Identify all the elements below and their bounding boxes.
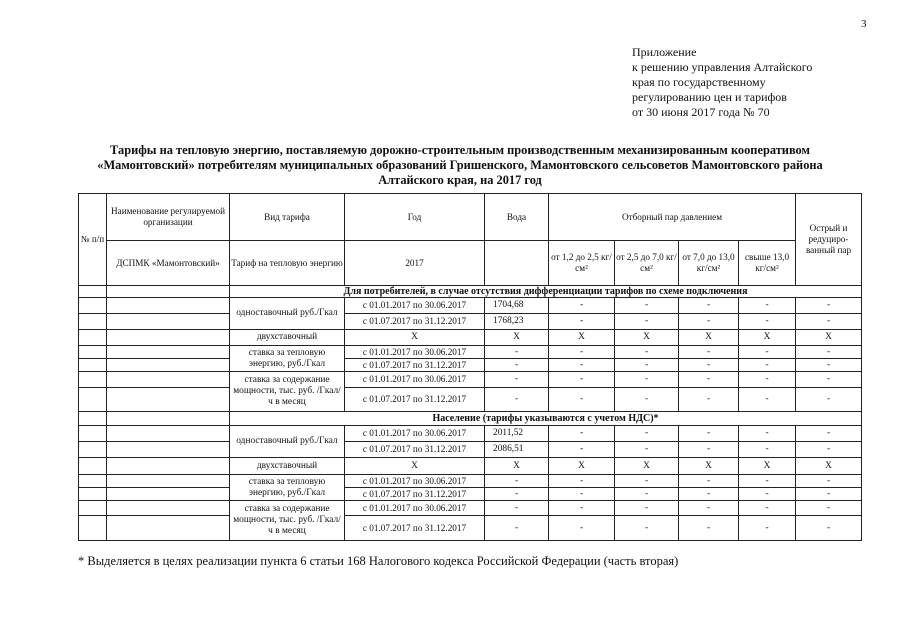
x-mark: X (615, 330, 679, 346)
empty-cell (107, 501, 230, 516)
empty-cell (79, 516, 107, 541)
dash: - (739, 475, 796, 488)
x-mark: X (739, 458, 796, 475)
empty-cell (107, 388, 230, 412)
dash: - (796, 388, 862, 412)
dash: - (679, 426, 739, 442)
empty-cell (107, 458, 230, 475)
section-consumers: Для потребителей, в случае отсутствия дифференциации тарифов по схеме подключения (230, 286, 862, 298)
empty-cell (79, 388, 107, 412)
empty-cell (79, 286, 107, 298)
dash: - (549, 388, 615, 412)
dash: - (679, 475, 739, 488)
dash: - (485, 516, 549, 541)
dash: - (679, 501, 739, 516)
section-population: Население (тарифы указываются с учетом НДС)* (230, 412, 862, 426)
footnote: * Выделяется в целях реализации пункта 6 статьи 168 Налогового кодекса Российской Федерации (часть вторая) (78, 554, 679, 568)
x-mark: X (549, 458, 615, 475)
dash: - (679, 314, 739, 330)
period: с 01.01.2017 по 30.06.2017 (345, 346, 485, 359)
empty-cell (107, 298, 230, 314)
empty-cell (107, 488, 230, 501)
dash: - (615, 388, 679, 412)
dash: - (549, 298, 615, 314)
label-capacity-rate: ставка за содержание мощности, тыс. руб. /Гкал/ч в месяц (230, 501, 345, 541)
appendix-note (632, 45, 812, 120)
x-mark: X (615, 458, 679, 475)
empty-cell (79, 458, 107, 475)
page-number: 3 (861, 18, 867, 30)
x-mark: X (345, 458, 485, 475)
label-two-part: двухставочный (230, 458, 345, 475)
period: с 01.07.2017 по 31.12.2017 (345, 314, 485, 330)
dash: - (679, 372, 739, 388)
empty-cell (107, 359, 230, 372)
dash: - (549, 346, 615, 359)
x-mark: X (796, 330, 862, 346)
empty-cell (79, 372, 107, 388)
dash: - (739, 516, 796, 541)
period: с 01.01.2017 по 30.06.2017 (345, 501, 485, 516)
header-water: Вода (485, 194, 549, 241)
period: с 01.07.2017 по 31.12.2017 (345, 516, 485, 541)
empty-cell (79, 330, 107, 346)
dash: - (615, 314, 679, 330)
appendix-line: края по государственному (632, 75, 766, 89)
dash: - (485, 475, 549, 488)
dash: - (679, 359, 739, 372)
header-pressure-1: от 1,2 до 2,5 кг/см² (549, 241, 615, 286)
tariff-type: Тариф на тепловую энергию (230, 241, 345, 286)
x-mark: X (549, 330, 615, 346)
x-mark: X (679, 458, 739, 475)
title-line: Тарифы на тепловую энергию, поставляемую дорожно-строительным производственным механизированным кооперативом (110, 143, 810, 157)
empty-cell (107, 442, 230, 458)
dash: - (615, 475, 679, 488)
empty-cell (107, 516, 230, 541)
dash: - (615, 426, 679, 442)
empty-cell (79, 359, 107, 372)
dash: - (485, 388, 549, 412)
water-value: 2086,51 (485, 442, 549, 458)
dash: - (679, 488, 739, 501)
year-value: 2017 (345, 241, 485, 286)
header-hot-steam: Острый и редуциро-ванный пар (796, 194, 862, 286)
x-mark: X (739, 330, 796, 346)
header-pressure-4: свыше 13,0 кг/см² (739, 241, 796, 286)
dash: - (549, 488, 615, 501)
x-mark: X (796, 458, 862, 475)
dash: - (615, 516, 679, 541)
label-two-part: двухставочный (230, 330, 345, 346)
period: с 01.07.2017 по 31.12.2017 (345, 442, 485, 458)
dash: - (679, 442, 739, 458)
water-value: 1704,68 (485, 298, 549, 314)
dash: - (615, 488, 679, 501)
header-year: Год (345, 194, 485, 241)
period: с 01.01.2017 по 30.06.2017 (345, 475, 485, 488)
empty-cell (79, 475, 107, 488)
empty-cell (107, 314, 230, 330)
empty-cell (107, 412, 230, 426)
appendix-line: от 30 июня 2017 года № 70 (632, 105, 770, 119)
dash: - (739, 346, 796, 359)
dash: - (796, 488, 862, 501)
dash: - (615, 442, 679, 458)
dash: - (796, 298, 862, 314)
x-mark: X (345, 330, 485, 346)
empty-cell (79, 346, 107, 359)
period: с 01.07.2017 по 31.12.2017 (345, 359, 485, 372)
dash: - (796, 314, 862, 330)
dash: - (485, 501, 549, 516)
dash: - (549, 516, 615, 541)
dash: - (615, 359, 679, 372)
label-capacity-rate: ставка за содержание мощности, тыс. руб. /Гкал/ч в месяц (230, 372, 345, 412)
empty-cell (107, 346, 230, 359)
period: с 01.07.2017 по 31.12.2017 (345, 388, 485, 412)
dash: - (739, 372, 796, 388)
label-heat-rate: ставка за тепловую энергию, руб./Гкал (230, 346, 345, 372)
title-line: «Мамонтовский» потребителям муниципальных образований Гришенского, Мамонтовского сельсоветов Мамонтовского района (97, 158, 823, 172)
empty-cell (79, 442, 107, 458)
header-org: Наименование регулируемой организации (107, 194, 230, 241)
empty-cell (107, 372, 230, 388)
dash: - (739, 488, 796, 501)
dash: - (549, 501, 615, 516)
dash: - (615, 346, 679, 359)
tariff-table (78, 193, 862, 541)
header-tariff-type: Вид тарифа (230, 194, 345, 241)
dash: - (679, 516, 739, 541)
dash: - (796, 346, 862, 359)
document-title (70, 143, 850, 188)
dash: - (615, 372, 679, 388)
dash: - (549, 372, 615, 388)
dash: - (549, 475, 615, 488)
dash: - (485, 488, 549, 501)
empty-cell (79, 426, 107, 442)
dash: - (796, 501, 862, 516)
empty-cell (79, 488, 107, 501)
water-empty (485, 241, 549, 286)
period: с 01.01.2017 по 30.06.2017 (345, 298, 485, 314)
dash: - (549, 359, 615, 372)
x-mark: X (485, 458, 549, 475)
dash: - (485, 346, 549, 359)
dash: - (679, 346, 739, 359)
dash: - (739, 298, 796, 314)
dash: - (485, 359, 549, 372)
dash: - (796, 426, 862, 442)
org-name: ДСПМК «Мамонтовский» (107, 241, 230, 286)
label-one-part: одноставочный руб./Гкал (230, 426, 345, 458)
header-steam: Отборный пар давлением (549, 194, 796, 241)
dash: - (679, 388, 739, 412)
dash: - (739, 442, 796, 458)
dash: - (549, 426, 615, 442)
header-pressure-3: от 7,0 до 13,0 кг/см² (679, 241, 739, 286)
period: с 01.07.2017 по 31.12.2017 (345, 488, 485, 501)
empty-cell (107, 330, 230, 346)
dash: - (739, 426, 796, 442)
dash: - (739, 501, 796, 516)
dash: - (615, 501, 679, 516)
dash: - (679, 298, 739, 314)
header-num: № п/п (79, 194, 107, 286)
dash: - (796, 442, 862, 458)
x-mark: X (679, 330, 739, 346)
dash: - (796, 359, 862, 372)
empty-cell (79, 314, 107, 330)
dash: - (796, 372, 862, 388)
water-value: 2011,52 (485, 426, 549, 442)
appendix-line: регулированию цен и тарифов (632, 90, 787, 104)
header-pressure-2: от 2,5 до 7,0 кг/см² (615, 241, 679, 286)
empty-cell (79, 412, 107, 426)
x-mark: X (485, 330, 549, 346)
period: с 01.01.2017 по 30.06.2017 (345, 426, 485, 442)
dash: - (615, 298, 679, 314)
period: с 01.01.2017 по 30.06.2017 (345, 372, 485, 388)
appendix-line: к решению управления Алтайского (632, 60, 813, 74)
dash: - (796, 516, 862, 541)
dash: - (796, 475, 862, 488)
title-line: Алтайского края, на 2017 год (378, 173, 542, 187)
label-one-part: одноставочный руб./Гкал (230, 298, 345, 330)
dash: - (549, 442, 615, 458)
appendix-line: Приложение (632, 45, 697, 59)
dash: - (739, 388, 796, 412)
empty-cell (107, 286, 230, 298)
empty-cell (107, 426, 230, 442)
empty-cell (79, 501, 107, 516)
empty-cell (79, 298, 107, 314)
dash: - (549, 314, 615, 330)
dash: - (485, 372, 549, 388)
water-value: 1768,23 (485, 314, 549, 330)
label-heat-rate: ставка за тепловую энергию, руб./Гкал (230, 475, 345, 501)
empty-cell (107, 475, 230, 488)
dash: - (739, 314, 796, 330)
dash: - (739, 359, 796, 372)
